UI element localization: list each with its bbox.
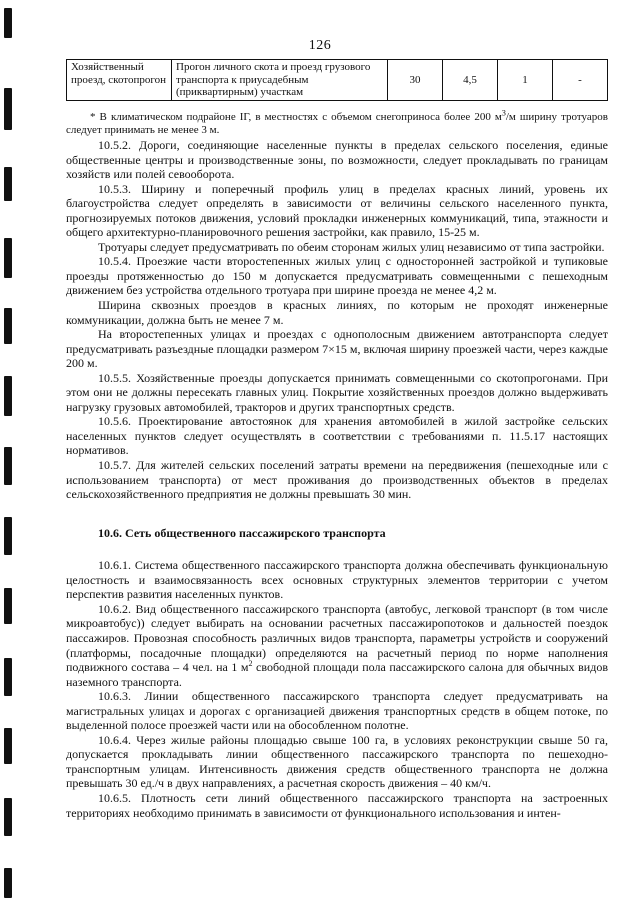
binding-marks (4, 0, 14, 905)
binding-mark (4, 798, 12, 836)
binding-mark (4, 88, 12, 130)
binding-mark (4, 447, 12, 485)
paragraph: 10.5.2. Дороги, соединяющие населенные пункты в пределах сельского поселения, единые общественные центры и производственные зоны, по возможности, следует прокладывать по границам хозяйств или полей севооборота. (66, 138, 608, 182)
document-body (66, 108, 608, 820)
paragraph: 10.6.5. Плотность сети линий общественного пассажирского транспорта на застроенных территориях необходимо принимать в зависимости от функционального использования и интен- (66, 790, 608, 820)
table-cell-purpose: Прогон личного скота и проезд грузового транспорта к приусадебным (приквартирным) участкам (172, 60, 388, 101)
paragraph: На второстепенных улицах и проездах с однополосным движением автотранспорта следует предусматривать разъездные площадки размером 7×15 м, включая ширину проезжей части, через каждые 200 м. (66, 327, 608, 371)
paragraph: 10.6.2. Вид общественного пассажирского транспорта (автобус, легковой транспорт (в том числе микроавтобус)) следует выбирать на основании расчетных пассажиропотоков и дальностей поездок пассажиров. Провозная способность различных видов транспорта, параметры устройств и сооружений (платформы, посадочные площадки) определяются на расчетный период по норме наполнения подвижного состава – 4 чел. на 1 $м^2$ свободной площади пола пассажирского салона для обычных видов наземного транспорта. (66, 601, 608, 689)
paragraph: Тротуары следует предусматривать по обеим сторонам жилых улиц независимо от типа застройки. (98, 239, 605, 254)
binding-mark (4, 658, 12, 696)
binding-mark (4, 308, 12, 344)
table-cell-category: Хозяйственный проезд, скотопрогон (67, 60, 172, 101)
paragraph: 10.5.4. Проезжие части второстепенных жилых улиц с односторонней застройкой и тупиковые проезды протяженностью до 150 м допускается предусматривать совмещенными с пешеходным движением без устройства отдельного тротуара при ширине проезда не менее 4,2 м. (66, 254, 608, 298)
binding-mark (4, 868, 12, 898)
binding-mark (4, 588, 12, 624)
street-parameters-table (66, 59, 608, 101)
binding-mark (4, 728, 12, 764)
table-cell-value: 30 (388, 60, 443, 101)
table-cell-value: 1 (498, 60, 553, 101)
paragraph: 10.6.4. Через жилые районы площадью свыше 100 га, в условиях реконструкции свыше 50 га, допускается прокладывать линии общественного пассажирского транспорта по пешеходно-транспортным улицам. Интенсивность движения средств общественного транспорта не должна превышать 30 ед./ч в двух направлениях, а расчетная скорость движения – 40 км/ч. (66, 732, 608, 791)
binding-mark (4, 8, 12, 38)
paragraph: Ширина сквозных проездов в красных линиях, по которым не проходят инженерные коммуникации, должна быть не менее 7 м. (66, 298, 608, 327)
binding-mark (4, 167, 12, 201)
paragraph: 10.5.7. Для жителей сельских поселений затраты времени на передвижения (пешеходные или с использованием транспорта) от мест проживания до производственных объектов в пределах сельскохозяйственного предприятия не должны превышать 30 мин. (66, 458, 608, 502)
table-footnote: * В климатическом подрайоне IГ, в местностях с объемом снегоприноса более 200 $м^3/м$ ширину тротуаров следует принимать не менее 3 м. (66, 108, 608, 136)
table-cell-value: - (553, 60, 608, 101)
table-cell-value: 4,5 (443, 60, 498, 101)
binding-mark (4, 376, 12, 416)
binding-mark (4, 517, 12, 555)
page-number: 126 (308, 38, 332, 53)
section-heading: 10.6. Сеть общественного пассажирского транспорта (98, 525, 386, 540)
paragraph: 10.6.1. Система общественного пассажирского транспорта должна обеспечивать функциональную целостность и взаимосвязанность всех основных структурных элементов территории с учетом перспектив развития населенных пунктов. (66, 558, 608, 602)
paragraph: 10.5.5. Хозяйственные проезды допускается принимать совмещенными со скотопрогонами. При этом они не должны пересекать главных улиц. Покрытие хозяйственных проездов должно выдерживать нагрузку грузовых автомобилей, тракторов и других транспортных средств. (66, 370, 608, 414)
paragraph: 10.5.3. Ширину и поперечный профиль улиц в пределах красных линий, уровень их благоустройства следует определять в зависимости от величины сельского населенного пункта, прогнозируемых потоков движения, условий прокладки инженерных коммуникаций, типа, этажности и общего архитектурно-планировочного решения застройки, как правило, 15-25 м. (66, 181, 608, 240)
table-row (67, 60, 608, 101)
binding-mark (4, 238, 12, 278)
paragraph: 10.6.3. Линии общественного пассажирского транспорта следует предусматривать на магистральных улицах и дорогах с организацией движения транспортных средств в общем потоке, по выделенной полосе проезжей части или на обособленном полотне. (66, 689, 608, 733)
paragraph: 10.5.6. Проектирование автостоянок для хранения автомобилей в жилой застройке сельских населенных пунктов следует осуществлять в соответствии с требованиями п. 11.5.17 настоящих нормативов. (66, 414, 608, 458)
